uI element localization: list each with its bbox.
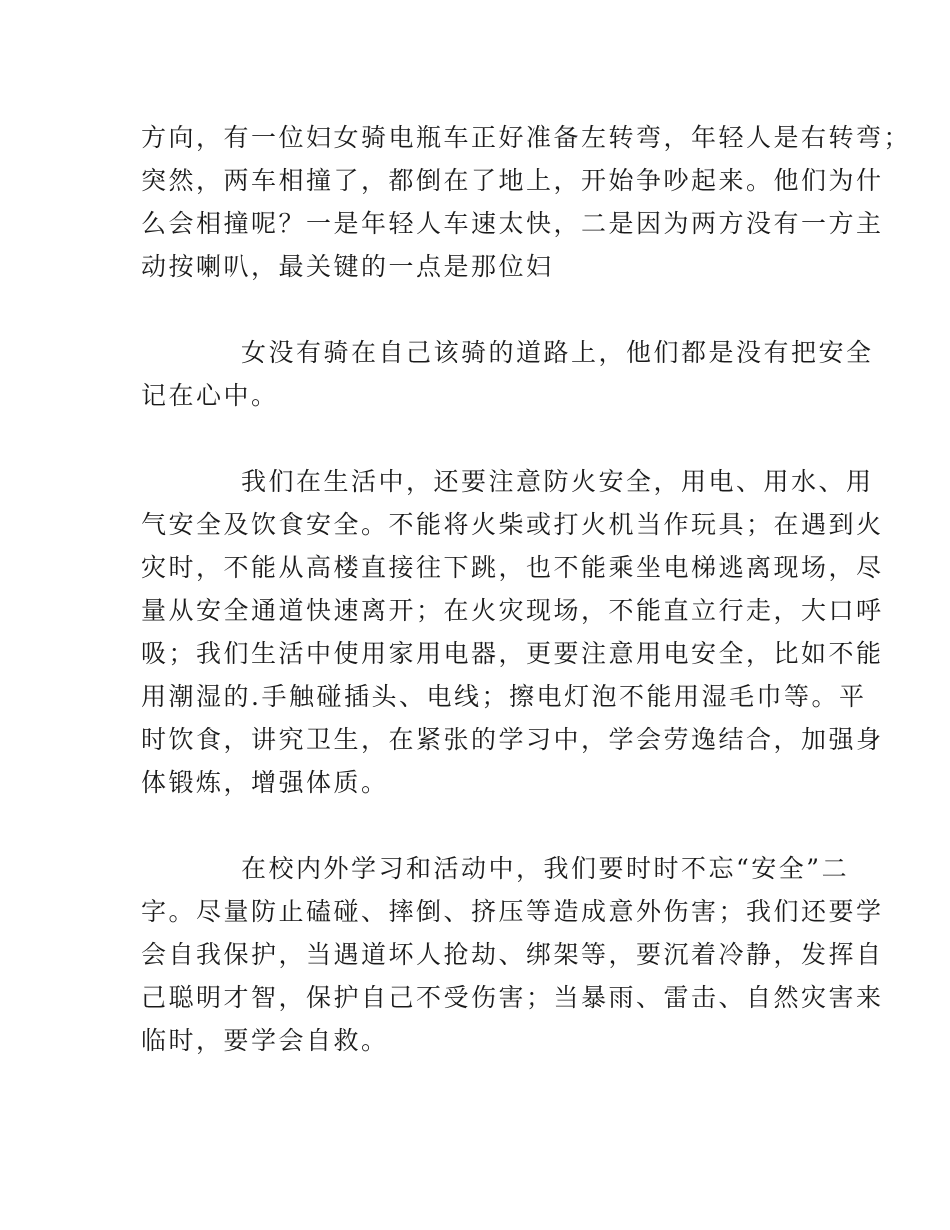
text-line: 临时，要学会自救。: [141, 1026, 389, 1055]
text-line: 己聪明才智，保护自己不受伤害；当暴雨、雷击、自然灾害来: [141, 983, 884, 1012]
text-line: 会自我保护，当遇道坏人抢劫、绑架等，要沉着冷静，发挥自: [141, 940, 884, 969]
text-line: 吸；我们生活中使用家用电器，更要注意用电安全，比如不能: [141, 639, 884, 668]
text-line: 记在心中。: [141, 381, 279, 410]
text-line: 我们在生活中，还要注意防火安全，用电、用水、用: [241, 467, 874, 496]
text-line: 灾时，不能从高楼直接往下跳，也不能乘坐电梯逃离现场，尽: [141, 553, 884, 582]
text-line: 女没有骑在自己该骑的道路上，他们都是没有把安全: [241, 338, 874, 367]
text-line: 量从安全通道快速离开；在火灾现场，不能直立行走，大口呼: [141, 596, 884, 625]
text-line: 气安全及饮食安全。不能将火柴或打火机当作玩具；在遇到火: [141, 510, 884, 539]
text-line: 动按喇叭，最关键的一点是那位妇: [141, 252, 554, 281]
text-line: 么会相撞呢？一是年轻人车速太快，二是因为两方没有一方主: [141, 209, 884, 238]
text-line: 体锻炼，增强体质。: [141, 768, 389, 797]
text-line: 用潮湿的.手触碰插头、电线；擦电灯泡不能用湿毛巾等。平: [141, 682, 867, 711]
text-line: 在校内外学习和活动中，我们要时时不忘“安全”二: [241, 854, 850, 883]
text-line: 时饮食，讲究卫生，在紧张的学习中，学会劳逸结合，加强身: [141, 725, 884, 754]
text-line: 突然，两车相撞了，都倒在了地上，开始争吵起来。他们为什: [141, 166, 884, 195]
text-line: 字。尽量防止磕碰、摔倒、挤压等造成意外伤害；我们还要学: [141, 897, 884, 926]
text-line: 方向，有一位妇女骑电瓶车正好准备左转弯，年轻人是右转弯；: [141, 123, 912, 152]
